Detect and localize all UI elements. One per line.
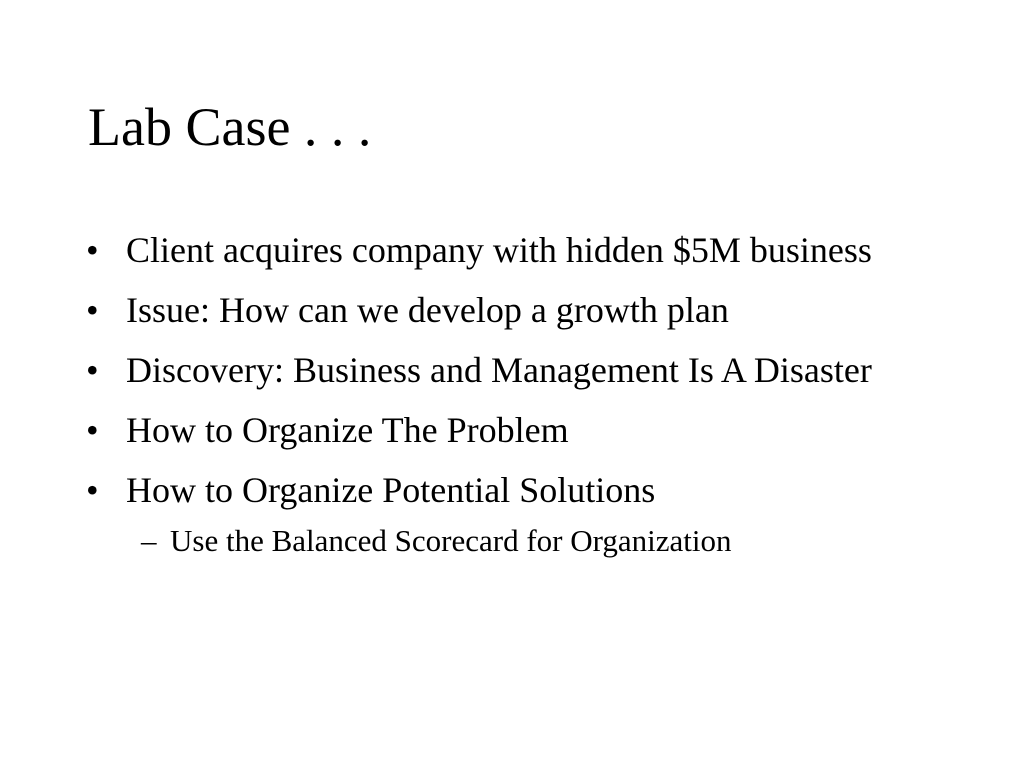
bullet-text: Client acquires company with hidden $5M business (126, 230, 872, 270)
bullet-marker: • (86, 350, 99, 390)
bullet-text: Discovery: Business and Management Is A Disaster (126, 350, 872, 390)
bullet-list (0, 226, 1024, 562)
slide-title: Lab Case . . . (88, 97, 372, 157)
bullet-text: How to Organize The Problem (126, 410, 569, 450)
bullet-item (0, 406, 926, 454)
sub-bullet-text: Use the Balanced Scorecard for Organization (170, 523, 732, 558)
bullet-item (0, 466, 926, 514)
bullet-marker: • (86, 410, 99, 450)
bullet-item (0, 346, 926, 394)
sub-bullet-marker: – (141, 523, 157, 558)
bullet-item (0, 226, 926, 274)
bullet-marker: • (86, 230, 99, 270)
bullet-text: Issue: How can we develop a growth plan (126, 290, 729, 330)
bullet-item (0, 286, 926, 334)
bullet-marker: • (86, 290, 99, 330)
bullet-marker: • (86, 470, 99, 510)
sub-bullet-item (0, 520, 930, 562)
bullet-text: How to Organize Potential Solutions (126, 470, 656, 510)
